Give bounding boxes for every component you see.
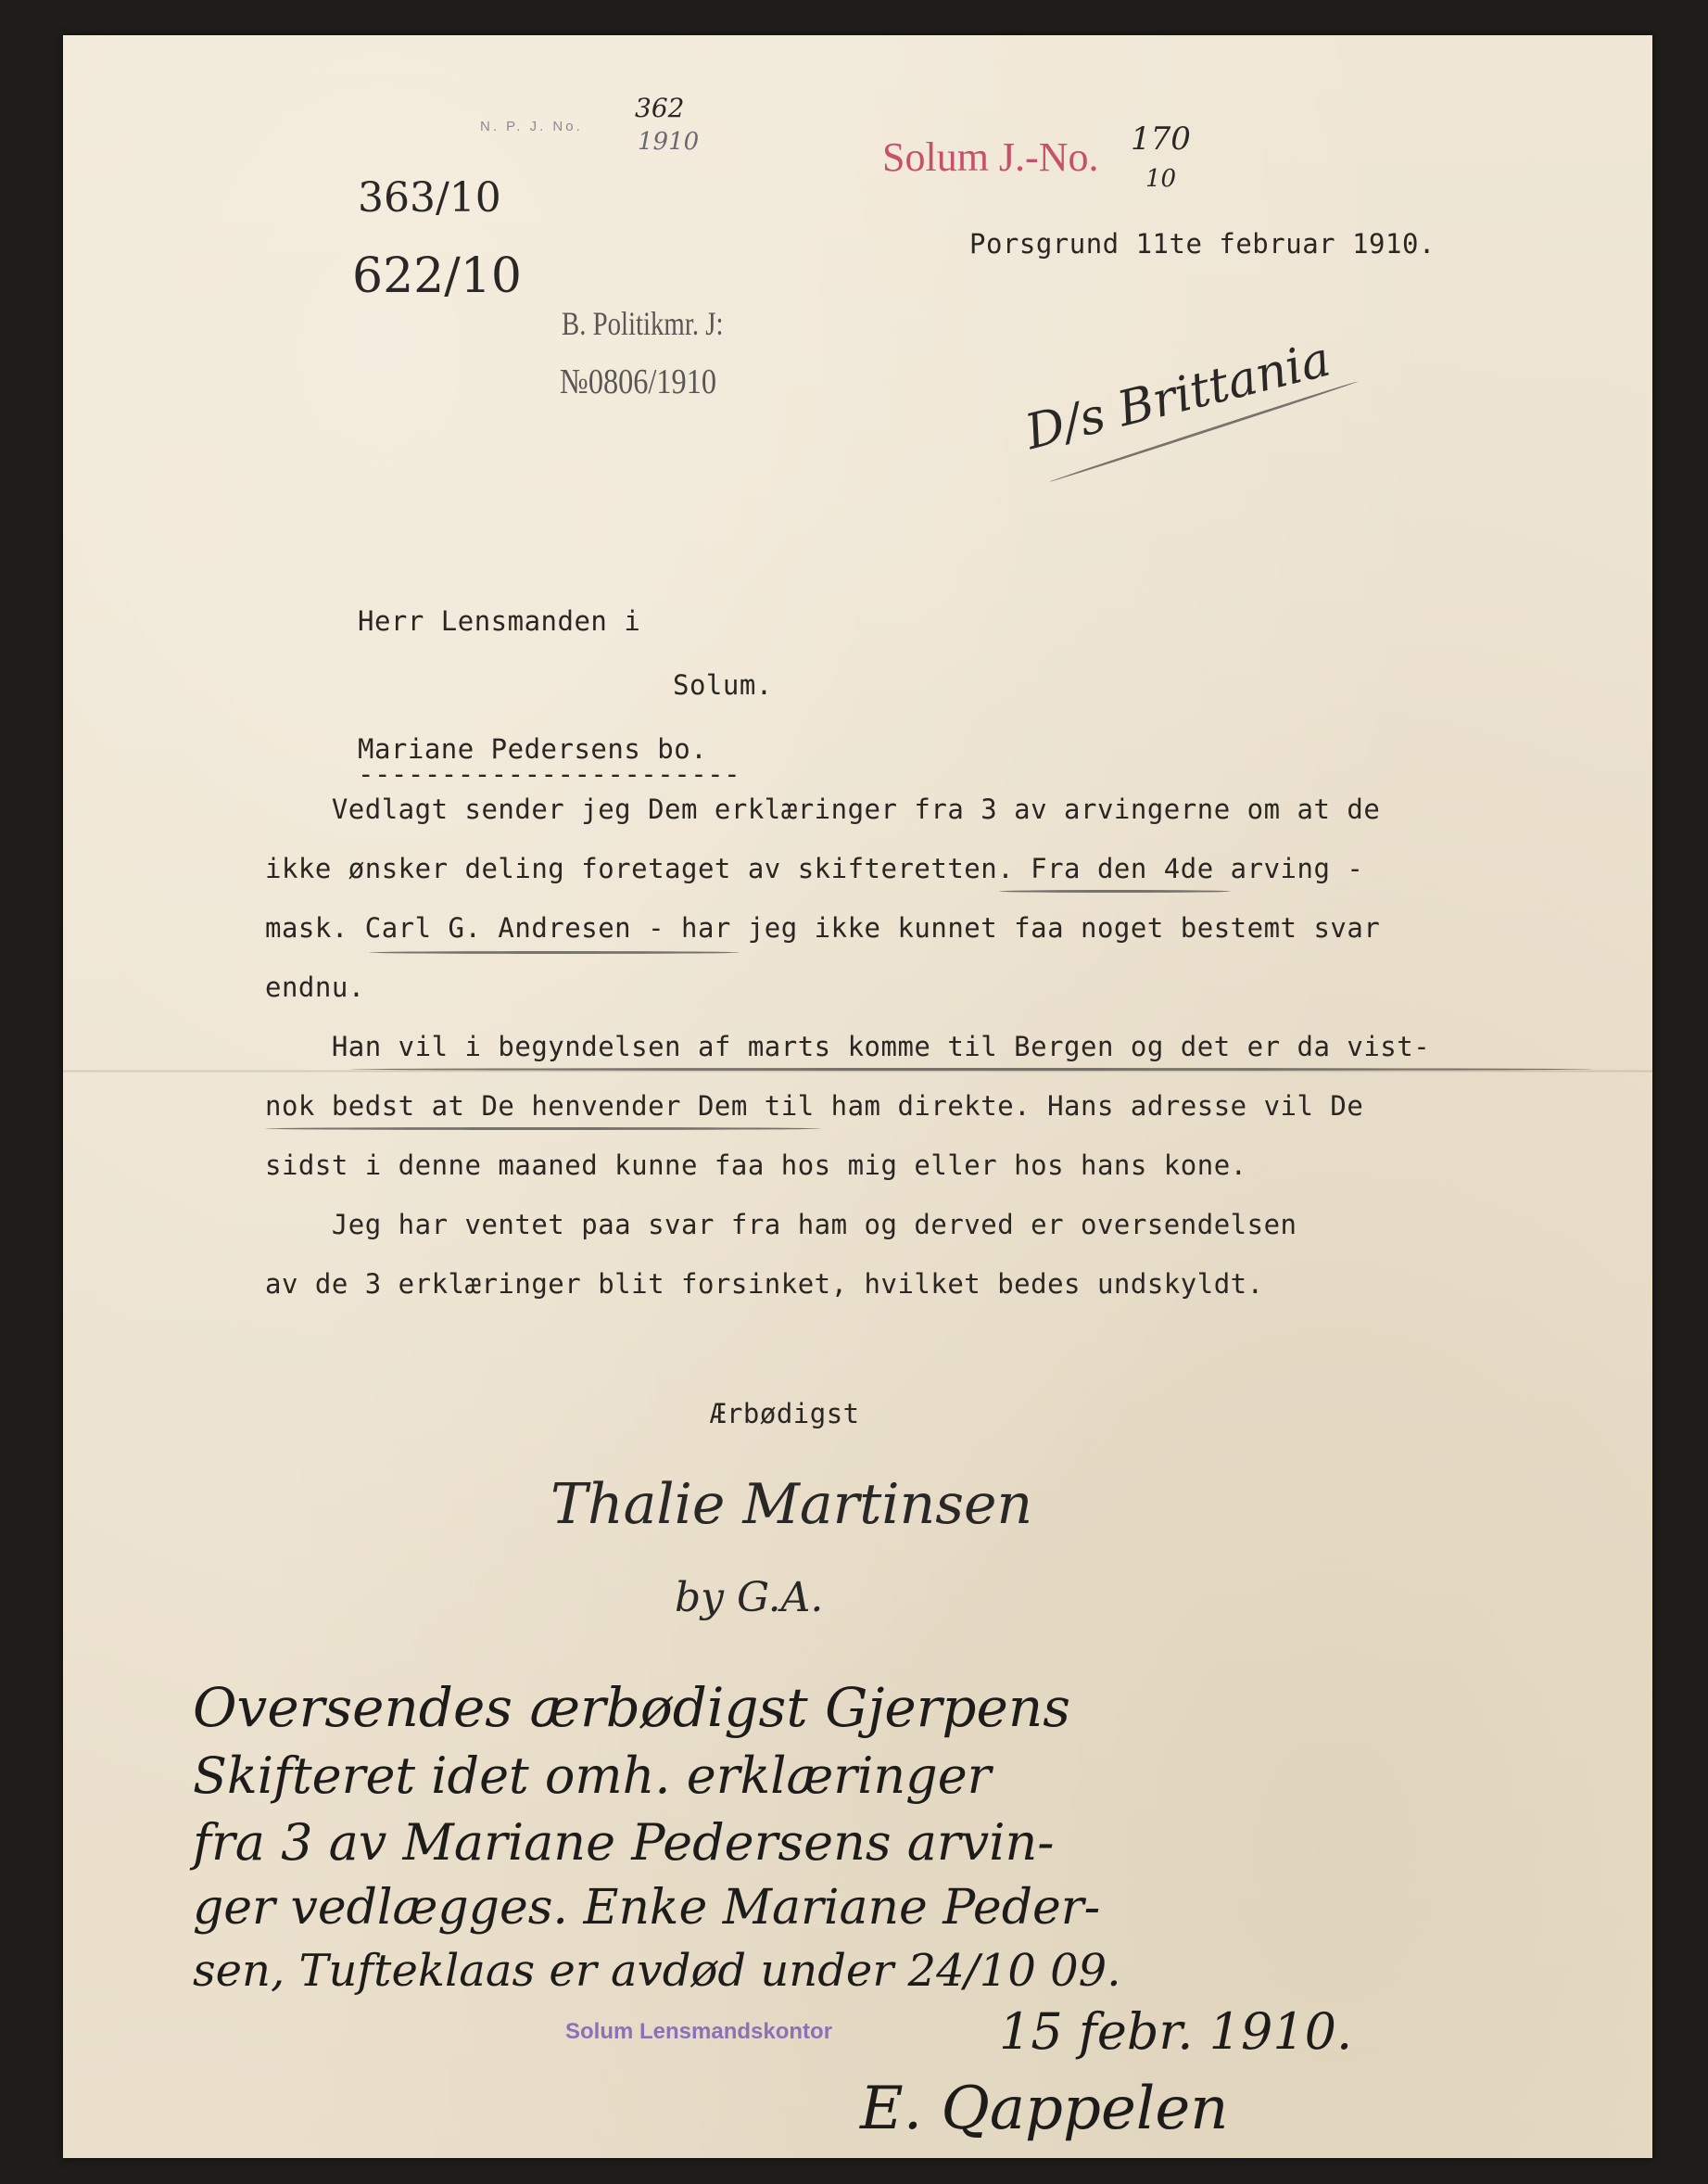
npj-stamp-label: N. P. J. No. <box>480 119 583 134</box>
handwritten-ref-1: 363/10 <box>358 174 501 222</box>
endorsement-line: Oversendes ærbødigst Gjerpens <box>193 1676 1071 1739</box>
pencil-underline <box>265 1127 821 1130</box>
solum-journal-stamp: Solum J.-No. <box>882 134 1099 180</box>
pencil-underline <box>999 890 1231 893</box>
body-line: nok bedst at De henvender Dem til ham direkte. Hans adresse vil De <box>265 1090 1364 1122</box>
solum-journal-year: 10 <box>1145 165 1177 193</box>
recipient-line-1: Herr Lensmanden i <box>358 605 641 637</box>
body-line: av de 3 erklæringer blit forsinket, hvilket bedes undskyldt. <box>265 1268 1264 1300</box>
pencil-underline <box>369 951 740 954</box>
body-line: mask. Carl G. Andresen - har jeg ikke kunnet faa noget bestemt svar <box>265 912 1381 944</box>
place-date: Porsgrund 11te februar 1910. <box>969 228 1436 260</box>
letter-signature: Thalie Martinsen <box>550 1472 1033 1537</box>
body-line: Han vil i begyndelsen af marts komme til Bergen og det er da vist- <box>265 1031 1431 1062</box>
endorsement-signature: E. Qappelen <box>860 2075 1229 2143</box>
signature-note: by G.A. <box>675 1574 824 1621</box>
solum-journal-number: 170 <box>1131 121 1191 158</box>
subject-rule: ----------------------- <box>358 758 741 790</box>
endorsement-line: ger vedlægges. Enke Mariane Peder- <box>193 1880 1101 1936</box>
politikammer-stamp-line2: №0806/1910 <box>560 362 717 401</box>
handwritten-ref-2: 622/10 <box>352 248 522 304</box>
subject-line: Mariane Pedersens bo. <box>358 733 708 765</box>
body-line: Jeg har ventet paa svar fra ham og derved er oversendelsen <box>265 1209 1297 1240</box>
endorsement-date: 15 febr. 1910. <box>999 2002 1353 2061</box>
pencil-underline <box>350 1068 1592 1071</box>
npj-stamp-year: 1910 <box>638 128 700 156</box>
recipient-line-2: Solum. <box>673 669 773 701</box>
body-line: Vedlagt sender jeg Dem erklæringer fra 3 av arvingerne om at de <box>265 794 1381 825</box>
endorsement-line: Skifteret idet omh. erklæringer <box>193 1746 992 1805</box>
letter-page <box>63 35 1652 2158</box>
handwritten-ship-name: D/s Brittania <box>1019 331 1336 462</box>
npj-stamp-number: 362 <box>635 93 685 123</box>
politikammer-stamp-line1: B. Politikmr. J: <box>562 305 724 342</box>
body-line: endnu. <box>265 971 365 1003</box>
endorsement-line: fra 3 av Mariane Pedersens arvin- <box>193 1813 1055 1872</box>
closing: Ærbødigst <box>710 1398 860 1429</box>
body-line: ikke ønsker deling foretaget av skifteretten. Fra den 4de arving - <box>265 853 1364 884</box>
body-line: sidst i denne maaned kunne faa hos mig eller hos hans kone. <box>265 1149 1247 1181</box>
endorsement-line: sen, Tufteklaas er avdød under 24/10 09. <box>193 1945 1121 1997</box>
lensmandskontor-stamp: Solum Lensmandskontor <box>565 2019 833 2044</box>
